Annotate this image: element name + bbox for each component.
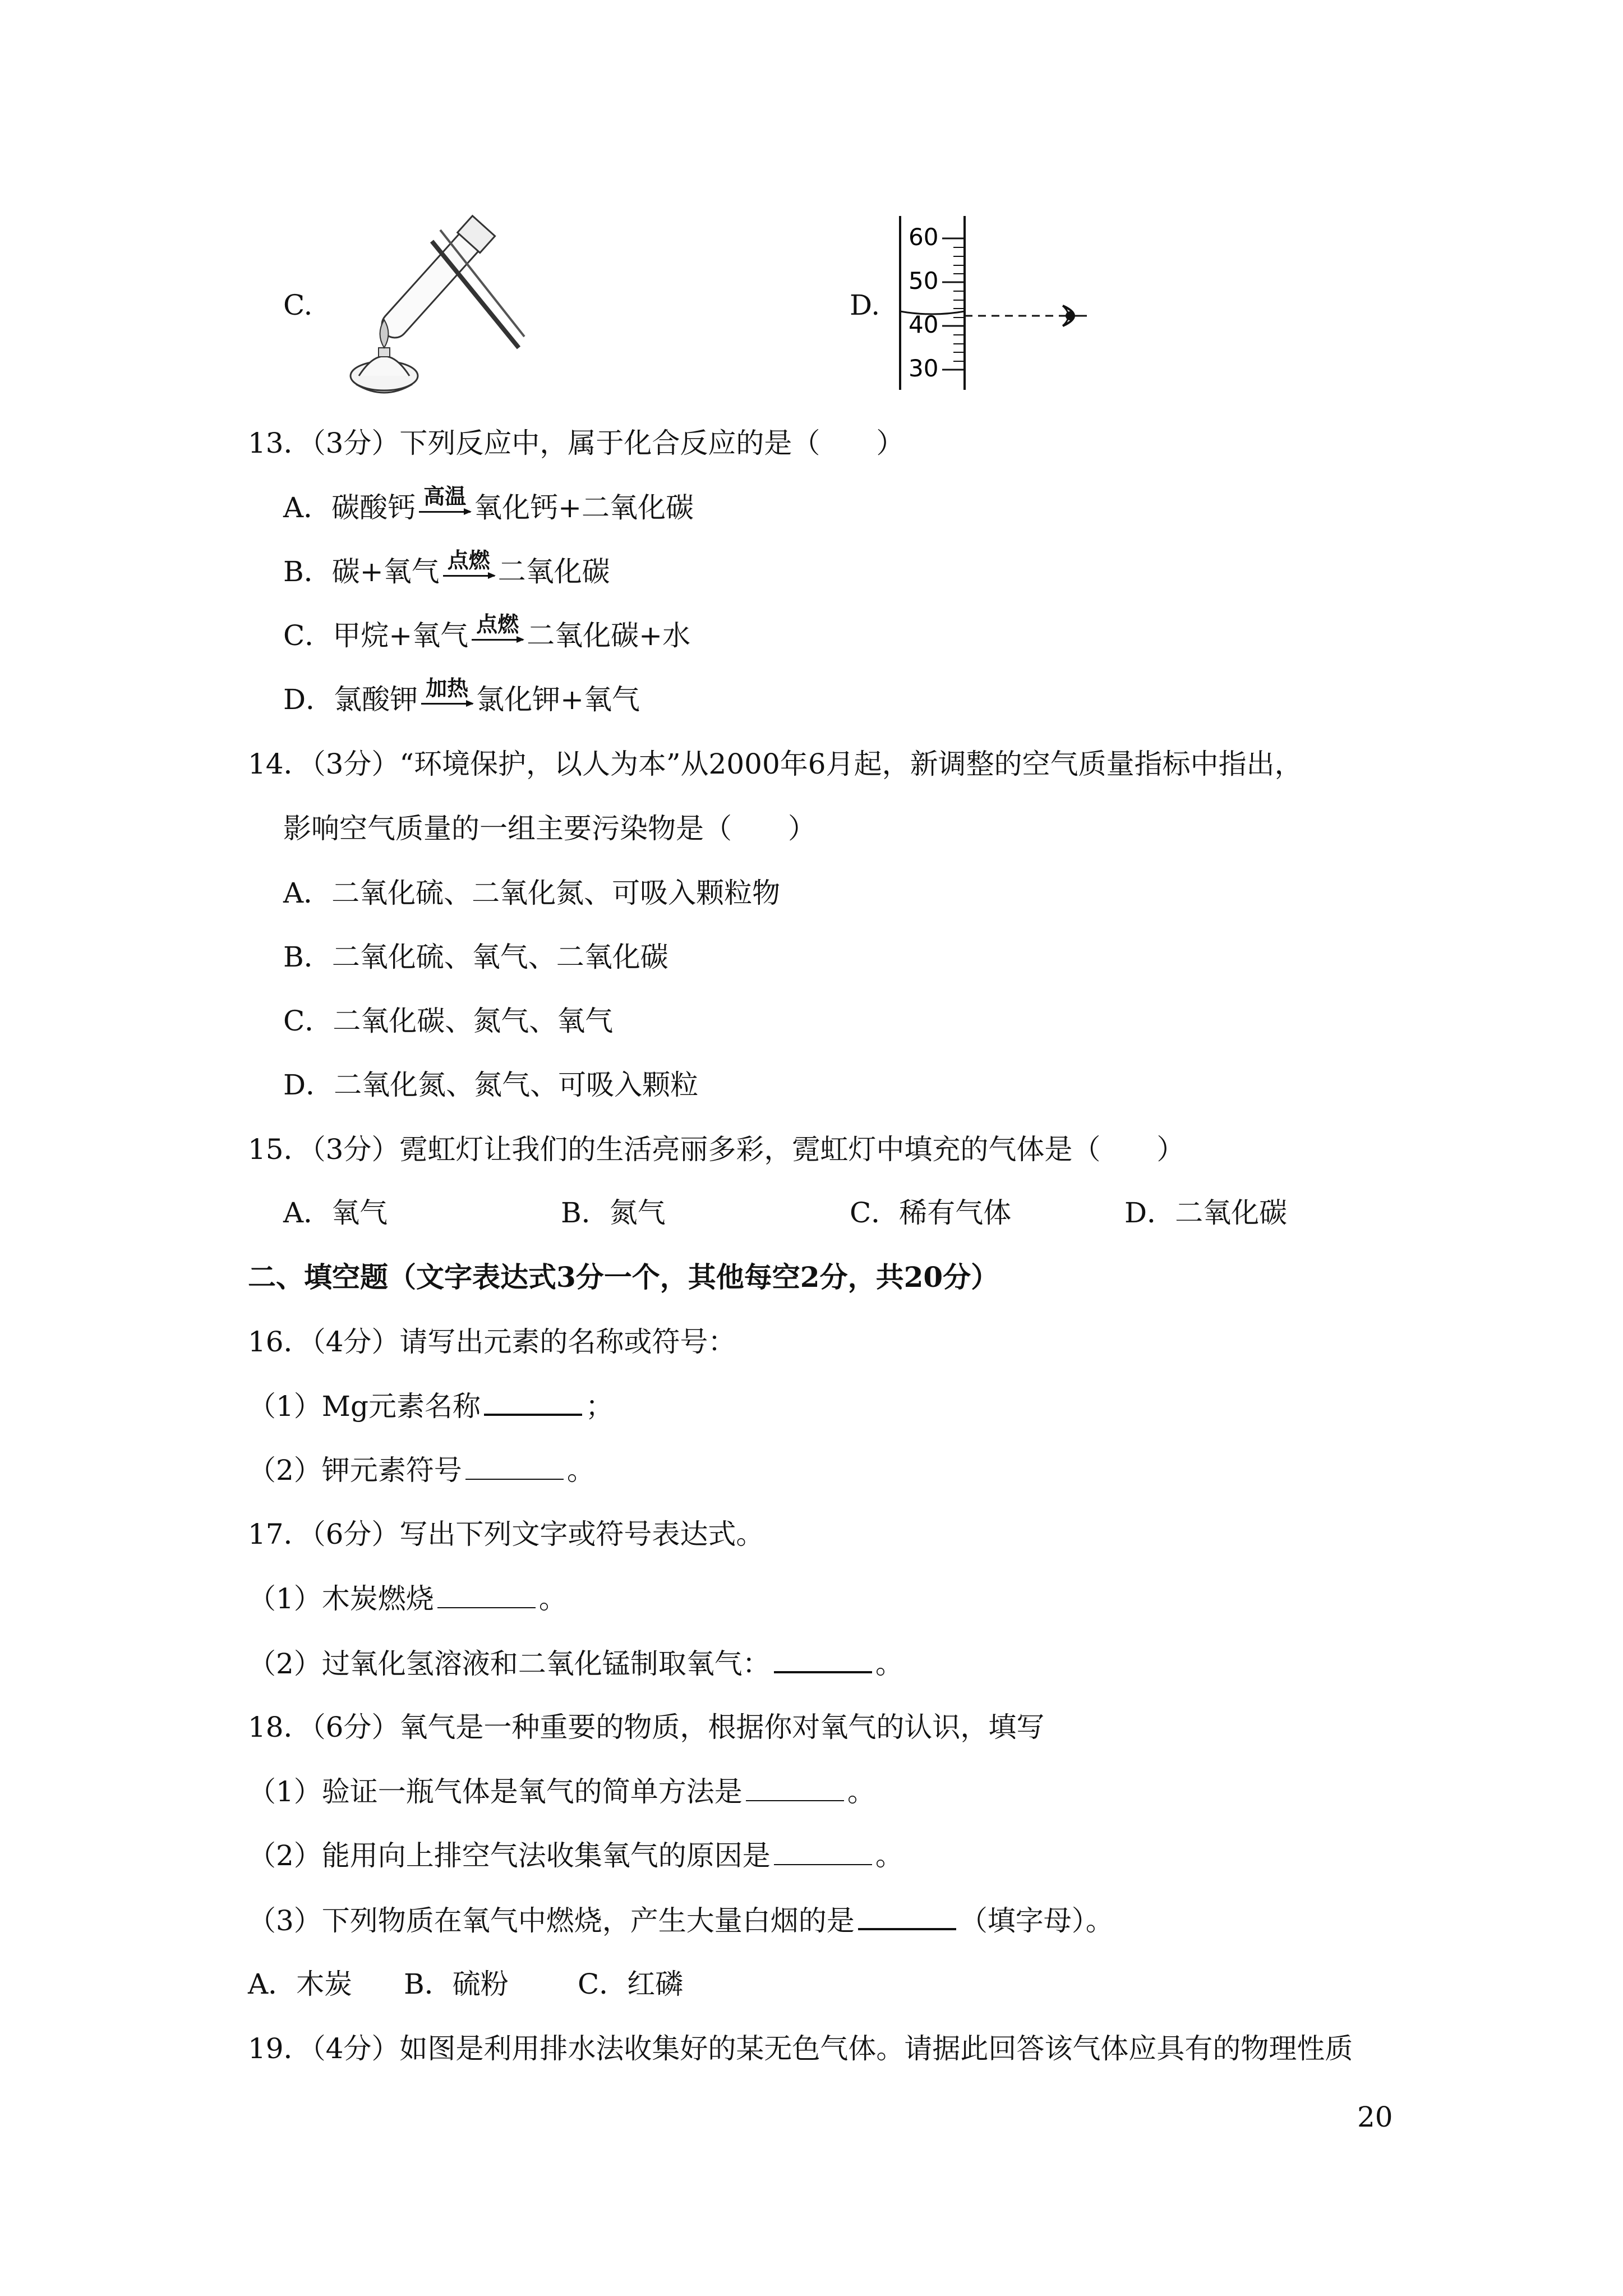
reaction-condition: 点燃 [447,548,490,573]
product: 二氧化碳 [497,555,610,588]
reactant: 碳+氧气 [331,555,440,588]
tick-label-40: 40 [909,311,939,338]
option-letter: A． [283,491,332,524]
reaction-condition: 高温 [423,484,467,509]
q15-option-a: A．氧气 [283,1197,388,1229]
answer-blank[interactable] [774,1645,872,1673]
reaction-arrow [417,484,473,526]
reaction-condition: 点燃 [476,612,519,637]
q18-stem: 18．（6分）氧气是一种重要的物质，根据你对氧气的认识，填写 [248,1711,1045,1743]
q18-option-a: A．木炭 [248,1968,353,2000]
q17-part1: （1）木炭燃烧 。 [248,1582,567,1615]
q14-option-b: B．二氧化硫、氧气、二氧化碳 [283,941,668,973]
reactant: 氯酸钾 [334,683,418,716]
q17-part2: （2）过氧化氢溶液和二氧化锰制取氧气： 。 [248,1645,903,1682]
product: 氧化钙+二氧化碳 [474,491,694,524]
q18-part2: （2）能用向上排空气法收集氧气的原因是 。 [248,1839,903,1872]
product: 二氧化碳+水 [527,619,691,652]
q13-option-b [283,548,610,590]
page-number: 20 [1357,2101,1393,2133]
tick-label-50: 50 [909,267,939,295]
q13-option-c [283,612,691,654]
q15-option-d: D．二氧化碳 [1124,1197,1288,1229]
q15-stem: 15．（3分）霓虹灯让我们的生活亮丽多彩，霓虹灯中填充的气体是（ ） [248,1133,1185,1166]
eye-icon [1060,306,1087,326]
reaction-arrow [419,676,475,717]
answer-blank[interactable] [484,1388,582,1416]
q16-part1: （1）Mg元素名称 ； [248,1388,614,1424]
answer-blank[interactable] [437,1581,536,1608]
q13-option-d [283,676,640,717]
option-letter: B． [283,555,332,588]
figure-d-label: D. [850,289,880,321]
q15-option-c: C．稀有气体 [850,1197,1012,1229]
reaction-arrow [469,612,525,654]
reaction-condition: 加热 [426,676,469,701]
figure-c-test-tube-heating [348,208,527,398]
q18-part3: （3）下列物质在氧气中燃烧，产生大量白烟的是 （填字母）。 [248,1902,1114,1939]
reactant: 碳酸钙 [331,491,416,524]
reaction-arrow [441,548,497,590]
tick-label-60: 60 [909,223,939,251]
answer-blank[interactable] [465,1453,564,1480]
tick-label-30: 30 [909,355,939,382]
q15-option-b: B．氮气 [561,1197,666,1229]
q14-stem-line2: 影响空气质量的一组主要污染物是（ ） [283,812,816,845]
option-letter: D． [283,683,334,716]
q19-stem: 19．（4分）如图是利用排水法收集好的某无色气体。请据此回答该气体应具有的物理性质 [248,2032,1353,2065]
q13-stem: 13．（3分）下列反应中，属于化合反应的是（ ） [248,427,905,459]
q14-option-d: D．二氧化氮、氮气、可吸入颗粒 [283,1069,699,1101]
q14-option-a: A．二氧化硫、二氧化氮、可吸入颗粒物 [283,877,781,909]
option-letter: C． [283,619,333,652]
answer-blank[interactable] [746,1774,844,1801]
q14-option-c: C．二氧化碳、氮气、氧气 [283,1005,614,1037]
figure-d-cylinder-reading [892,216,1116,395]
q13-option-a [283,484,694,526]
q18-option-b: B．硫粉 [404,1968,509,2000]
q16-part2: （2）钾元素符号 。 [248,1454,595,1487]
q16-stem: 16．（4分）请写出元素的名称或符号： [248,1326,736,1358]
figure-c-label: C. [283,289,313,321]
section-2-heading: 二、填空题（文字表达式3分一个，其他每空2分，共20分） [248,1260,999,1294]
product: 氯化钾+氧气 [476,683,640,716]
reactant: 甲烷+氧气 [333,619,469,652]
q18-part1: （1）验证一瓶气体是氧气的简单方法是 。 [248,1775,875,1808]
q14-stem-line1: 14．（3分）“环境保护，以人为本”从2000年6月起，新调整的空气质量指标中指出， [248,748,1303,780]
answer-blank[interactable] [858,1902,956,1930]
q17-stem: 17．（6分）写出下列文字或符号表达式。 [248,1518,764,1550]
q18-option-c: C．红磷 [578,1968,684,2000]
answer-blank[interactable] [774,1838,872,1865]
